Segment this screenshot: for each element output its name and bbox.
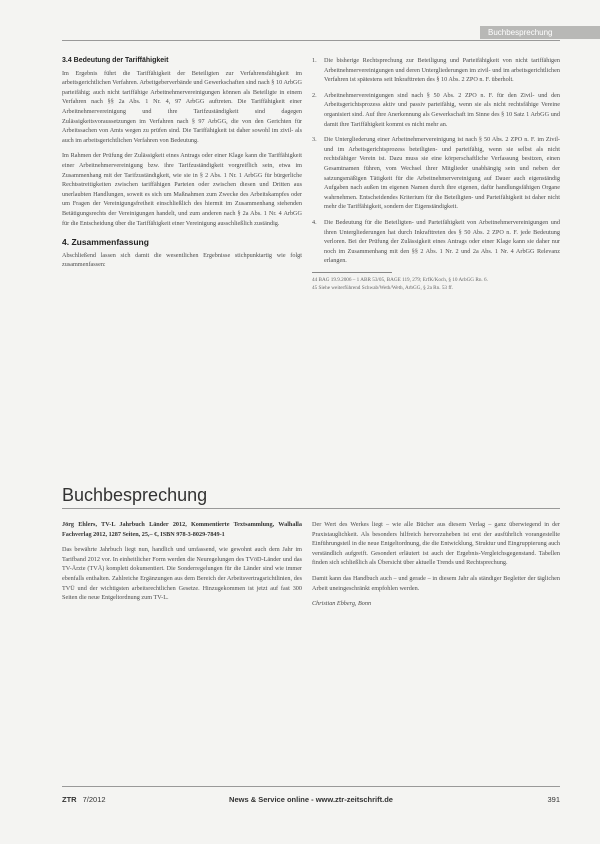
- left-column: [62, 56, 302, 276]
- page-number: 391: [547, 795, 560, 804]
- header-rule: [62, 40, 560, 41]
- paragraph: Im Ergebnis führt die Tariffähigkeit der Beteiligten zur Verfahrensfähigkeit im arbeitsgerichtlichen Verfahren. Arbeitgeberverbände und Gewerkschaften sind nach § 10 ArbGG parteifähig; auch nicht tariffähige Arbeitnehmervereinigungen können als Beteiligte in einem Verfahren nach §§ 2a Abs. 1 Nr. 4, 97 ArbGG auftreten. Die Tariffähigkeit einer Arbeitnehmervereinigung und ihre Tarifzuständigkeit sind dagegen Zulässigkeitsvoraussetzungen im Verfahren nach § 97 ArbGG, die von den Gerichten für Arbeitssachen von Amts wegen zu prüfen sind. Die Tariffähigkeit ist daher sowohl im zivil- als auch im arbeitsgerichtlichen Verfahren von Bedeutung.: [62, 69, 302, 144]
- journal-name: ZTR: [62, 795, 77, 804]
- footer-website[interactable]: News & Service online - www.ztr-zeitschrift.de: [229, 795, 393, 804]
- summary-heading: 4. Zusammenfassung: [62, 237, 149, 248]
- review-paragraph: Das bewährte Jahrbuch liegt nun, handlich und umfassend, wie gewohnt auch dem Jahr im Tarifband 2012 vor. In einheitlicher Form werden die Neuregelungen des TVöD-Länder und das TV-Ärzte (TVÄ) komplett dokumentiert. Die Sonderregelungen für die Länder sind wie immer ebenfalls enthalten. Zahlreiche Ergänzungen aus dem Bereich der Arbeitsvertragsrichtlinien, des TVÜ und der wichtigsten arbeitsrechtlichen Gesetze. Hinzugekommen ist jetzt auf fast 300 Seiten die neue Entgeltordnung zum TV-L.: [62, 546, 302, 602]
- review-paragraph: Der Wert des Werkes liegt – wie alle Bücher aus diesem Verlag – ganz überwiegend in der Praxistauglichkeit. Als besonders hilfreich hervorzuheben ist erst der ausführlich vorangestellte Einführungsteil in die neue Entgeltordnung, die die Entwicklung, Struktur und Eingruppierung auch verständlich aufgreift. Gesondert erläutert ist auch der Ergebnis-Vergleichsgegenstand. Tabellen finden sich schließlich als Übersicht über aktuelle Trends und Rechtsprechung.: [312, 521, 560, 567]
- footer-rule: [62, 786, 560, 787]
- item-number: 3.: [312, 136, 317, 144]
- item-text: Die Bedeutung für die Beteiligten- und Parteifähigkeit von Arbeitnehmervereinigungen und ihren Untergliederungen hat durch Inkrafttreten des § 50 Abs. 2 ZPO n. F. jede Bedeutung verloren. Bei der Prüfung der Zulässigkeit eines Antrags oder einer Klage kann sie daher nur noch im Zusammenhang mit den §§ 2 Abs. 1 Nr. 2 und 2a Abs. 1 Nr. 4 ArbGG Relevanz erlangen.: [324, 218, 560, 265]
- list-item: [312, 218, 560, 266]
- list-item: [312, 56, 560, 85]
- page-footer: [62, 795, 560, 807]
- book-review-rule: [62, 508, 560, 509]
- item-text: Arbeitnehmervereinigungen sind nach § 50 Abs. 2 ZPO n. F. für den Zivil- und den Arbeitsgerichtsprozess aktiv und passiv parteifähig, wenn sie als nicht rechtsfähige Vereine organisiert sind. Auf ihre Anerkennung als Gewerkschaft im Sinne des § 10 Satz 1 ArbGG und damit ihre Tariffähigkeit kommt es nicht mehr an.: [324, 91, 560, 128]
- item-number: 1.: [312, 57, 317, 64]
- reviewer-signature: Christian Ebberg, Bonn: [312, 600, 372, 608]
- list-item: [312, 135, 560, 212]
- footnote: 44 BAG 19.9.2006 – 1 ABR 53/05, BAGE 119, 279; ErfK/Koch, § 10 ArbGG Rn. 6.: [312, 276, 488, 283]
- right-column: [312, 56, 560, 292]
- book-review-title: Buchbesprechung: [62, 485, 208, 505]
- item-text: Die bisherige Rechtsprechung zur Beteiligung und Parteifähigkeit von nicht tariffähigen Arbeitnehmervereinigungen und deren Untergliederungen im zivil- und im arbeitsgerichtlichen Verfahren ist spätestens seit Inkrafttreten des § 10 Abs. 2 ZPO n. F. überholt.: [324, 57, 560, 84]
- footnote: 45 Siehe weiterführend Schwab/Weth/Weth, ArbGG, § 2a Rn. 53 ff.: [312, 284, 453, 291]
- results-list: [312, 56, 560, 266]
- book-review-left: [62, 520, 302, 609]
- review-paragraph: Damit kann das Handbuch auch – und gerade – in diesem Jahr als ständiger Begleiter der täglichen Arbeit uneingeschränkt empfohlen werden.: [312, 574, 560, 592]
- book-review-right: [312, 520, 560, 615]
- section-heading: 3.4 Bedeutung der Tariffähigkeit: [62, 57, 169, 64]
- footnote-rule: [312, 272, 392, 273]
- issue-number: 7/2012: [82, 795, 106, 804]
- item-number: 4.: [312, 218, 317, 226]
- section-label: Buchbesprechung: [480, 26, 600, 39]
- summary-text: Abschließend lassen sich damit die wesentlichen Ergebnisse stichpunktartig wie folgt zusammenfassen:: [62, 251, 302, 269]
- list-item: [312, 91, 560, 129]
- item-number: 2.: [312, 91, 317, 99]
- paragraph: Im Rahmen der Prüfung der Zulässigkeit eines Antrags oder einer Klage kann die Tariffähigkeit einer Arbeitnehmervereinigung bzw. ihre Tarifzuständigkeit vorgreiflich sein, etwa im Zusammenhang mit der Tarifzuständigkeit, wie sie in § 2 Abs. 1 Nr. 1 ArbGG für bürgerliche Rechtsstreitigkeiten zwischen tariffähigen Parteien oder zwischen diesen und Dritten aus unerlaubten Handlungen, soweit es sich um Maßnahmen zum Zwecke des Arbeitskampfes oder um Fragen der Vereinigungsfreiheit einschließlich des hiermit im Zusammenhang stehenden Betätigungsrechts der Vereinigungen handelt, und zum anderen nach § 2a Abs. 1 Nr. 4 ArbGG für die Entscheidung über die Tariffähigkeit einer Vereinigung ausschließlich zuständig.: [62, 152, 302, 227]
- item-text: Die Untergliederung einer Arbeitnehmervereinigung ist nach § 50 Abs. 2 ZPO n. F. im Zivil- und im Arbeitsgerichtsprozess beteiligten- und parteifähig, wenn sie selbst als nicht rechtsfähiger Verein ist. Dazu muss sie eine körperschaftliche Verfassung besitzen, einen Gesamtnamen führen, vom Wechsel ihrer Mitglieder unabhängig sein und neben der satzungsmäßigen Tätigkeit für die Arbeitnehmervereinigung auf Dauer auch eigenständig Aufgaben nach außen im eigenen Namen durch ihre eigenen, dafür handlungsfähigen Organe wahrnehmen. Entscheidendes Kriterium für die Beteiligten- und Parteifähigkeit ist daher nicht mehr die Tariffähigkeit, sondern der Eigenständigkeit.: [324, 136, 560, 211]
- footer-journal: [62, 795, 106, 804]
- book-reference: Jörg Ehlers, TV-L Jahrbuch Länder 2012, Kommentierte Textsammlung, Walhalla Fachverlag 2012, 1287 Seiten, 25,– €, ISBN 978-3-8029-7849-1: [62, 521, 302, 538]
